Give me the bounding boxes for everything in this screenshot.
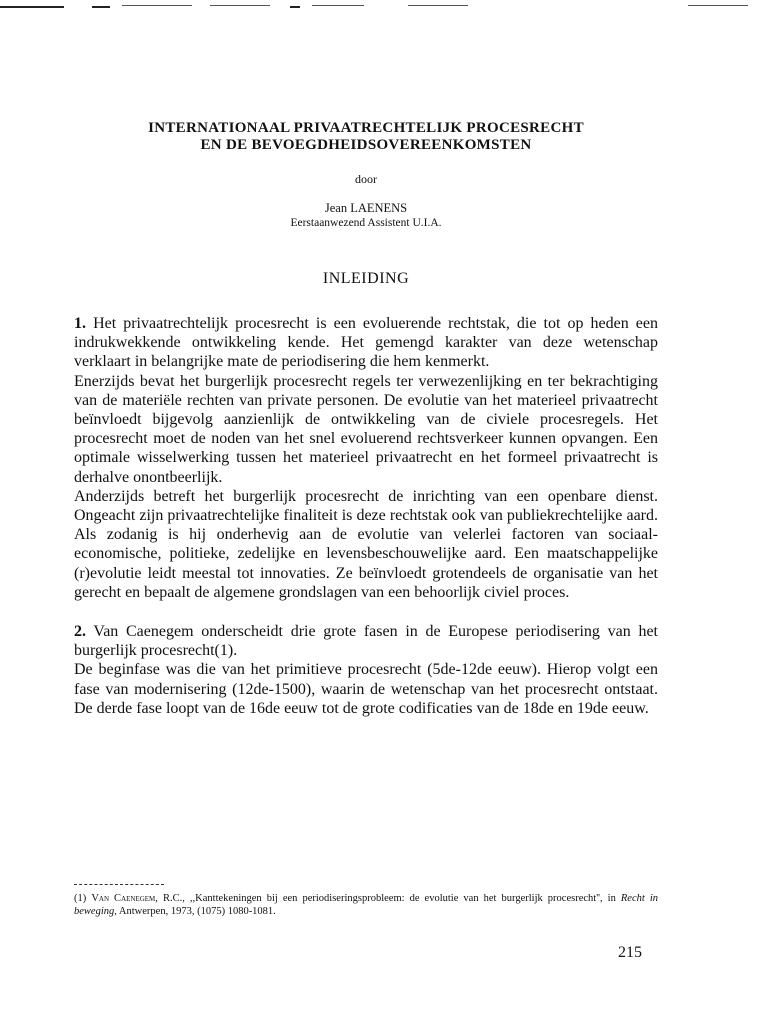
paragraph-text: Anderzijds betreft het burgerlijk procesrecht de inrichting van een openbare dienst. Ongeacht zijn privaatrechtelijke finaliteit is deze rechtstak ook van publiekrechtelijke aard. Als zodanig is hij onderhevig aan de evolutie van velerlei factoren van sociaal-economische, politieke, zedelijke en levensbeschouwelijke aard. Een maatschappelijke (r)evolutie leidt meestal tot innovaties. Ze beïnvloedt grotendeels de organisatie van het gerecht en bepaalt de algemene grondslagen van een behoorlijk civiel proces. [74,487,658,601]
paragraph-5 [74,660,658,718]
paragraph-4 [74,622,658,660]
body-text [74,314,658,718]
footnote-text-end: , Antwerpen, 1973, (1075) 1080-1081. [114,906,276,917]
paragraph-number: 2. [74,623,86,641]
paragraph-text: De beginfase was die van het primitieve procesrecht (5de-12de eeuw). Hierop volgt een fase van modernisering (12de-1500), waarin de wetenschap van het procesrecht ontstaat. De derde fase loopt van de 16de eeuw tot de grote codificaties van de 18de en 19de eeuw. [74,661,658,717]
footnote-journal: Recht in beweging [74,893,659,917]
title-line-2: EN DE BEVOEGDHEIDSOVEREENKOMSTEN [200,137,532,153]
document-page [74,120,658,718]
paragraph-2 [74,372,658,487]
paragraph-text: Enerzijds bevat het burgerlijk procesrecht regels ter verwezenlijking en ter bekrachtiging van de materiële rechten van private personen. De evolutie van het materieel privaatrecht beïnvloedt bijgevolg aanzienlijk de ontwikkeling van de civiele procesregels. Het procesrecht moet de noden van het snel evoluerend rechtsverkeer kunnen opvangen. Een optimale wisselwerking tussen het materieel privaatrecht en het formeel privaatrecht is derhalve onontbeerlijk. [74,372,658,486]
footnote [74,892,658,918]
page-number: 215 [618,944,642,961]
paragraph-3 [74,487,658,602]
footnote-marker: (1) [74,893,87,904]
article-title [74,120,658,154]
scan-artifact-bar [0,0,770,14]
footnote-author: Van Caenegem, R.C., [91,893,185,904]
paragraph-text: Het privaatrechtelijk procesrecht is een evoluerende rechtstak, die tot op heden een indrukwekkende ontwikkeling kende. Het gemengd karakter van deze wetenschap verklaart in belangrijke mate de periodisering die hem kenmerkt. [74,315,658,371]
section-heading: INLEIDING [322,270,410,287]
title-line-1: INTERNATIONAAL PRIVAATRECHTELIJK PROCESRECHT [148,120,584,136]
footnote-text: ,,Kanttekeningen bij een periodiseringsprobleem: de evolutie van het burgerlijk procesrecht'', in [189,893,616,904]
footnote-divider [74,884,164,886]
author-name: Jean LAENENS [324,201,408,215]
by-line: door [355,172,377,186]
paragraph-text: Van Caenegem onderscheidt drie grote fasen in de Europese periodisering van het burgerlijk procesrecht(1). [74,623,658,660]
paragraph-number: 1. [74,315,86,332]
paragraph-1 [74,314,658,372]
author-affiliation: Eerstaanwezend Assistent U.I.A. [290,217,442,229]
